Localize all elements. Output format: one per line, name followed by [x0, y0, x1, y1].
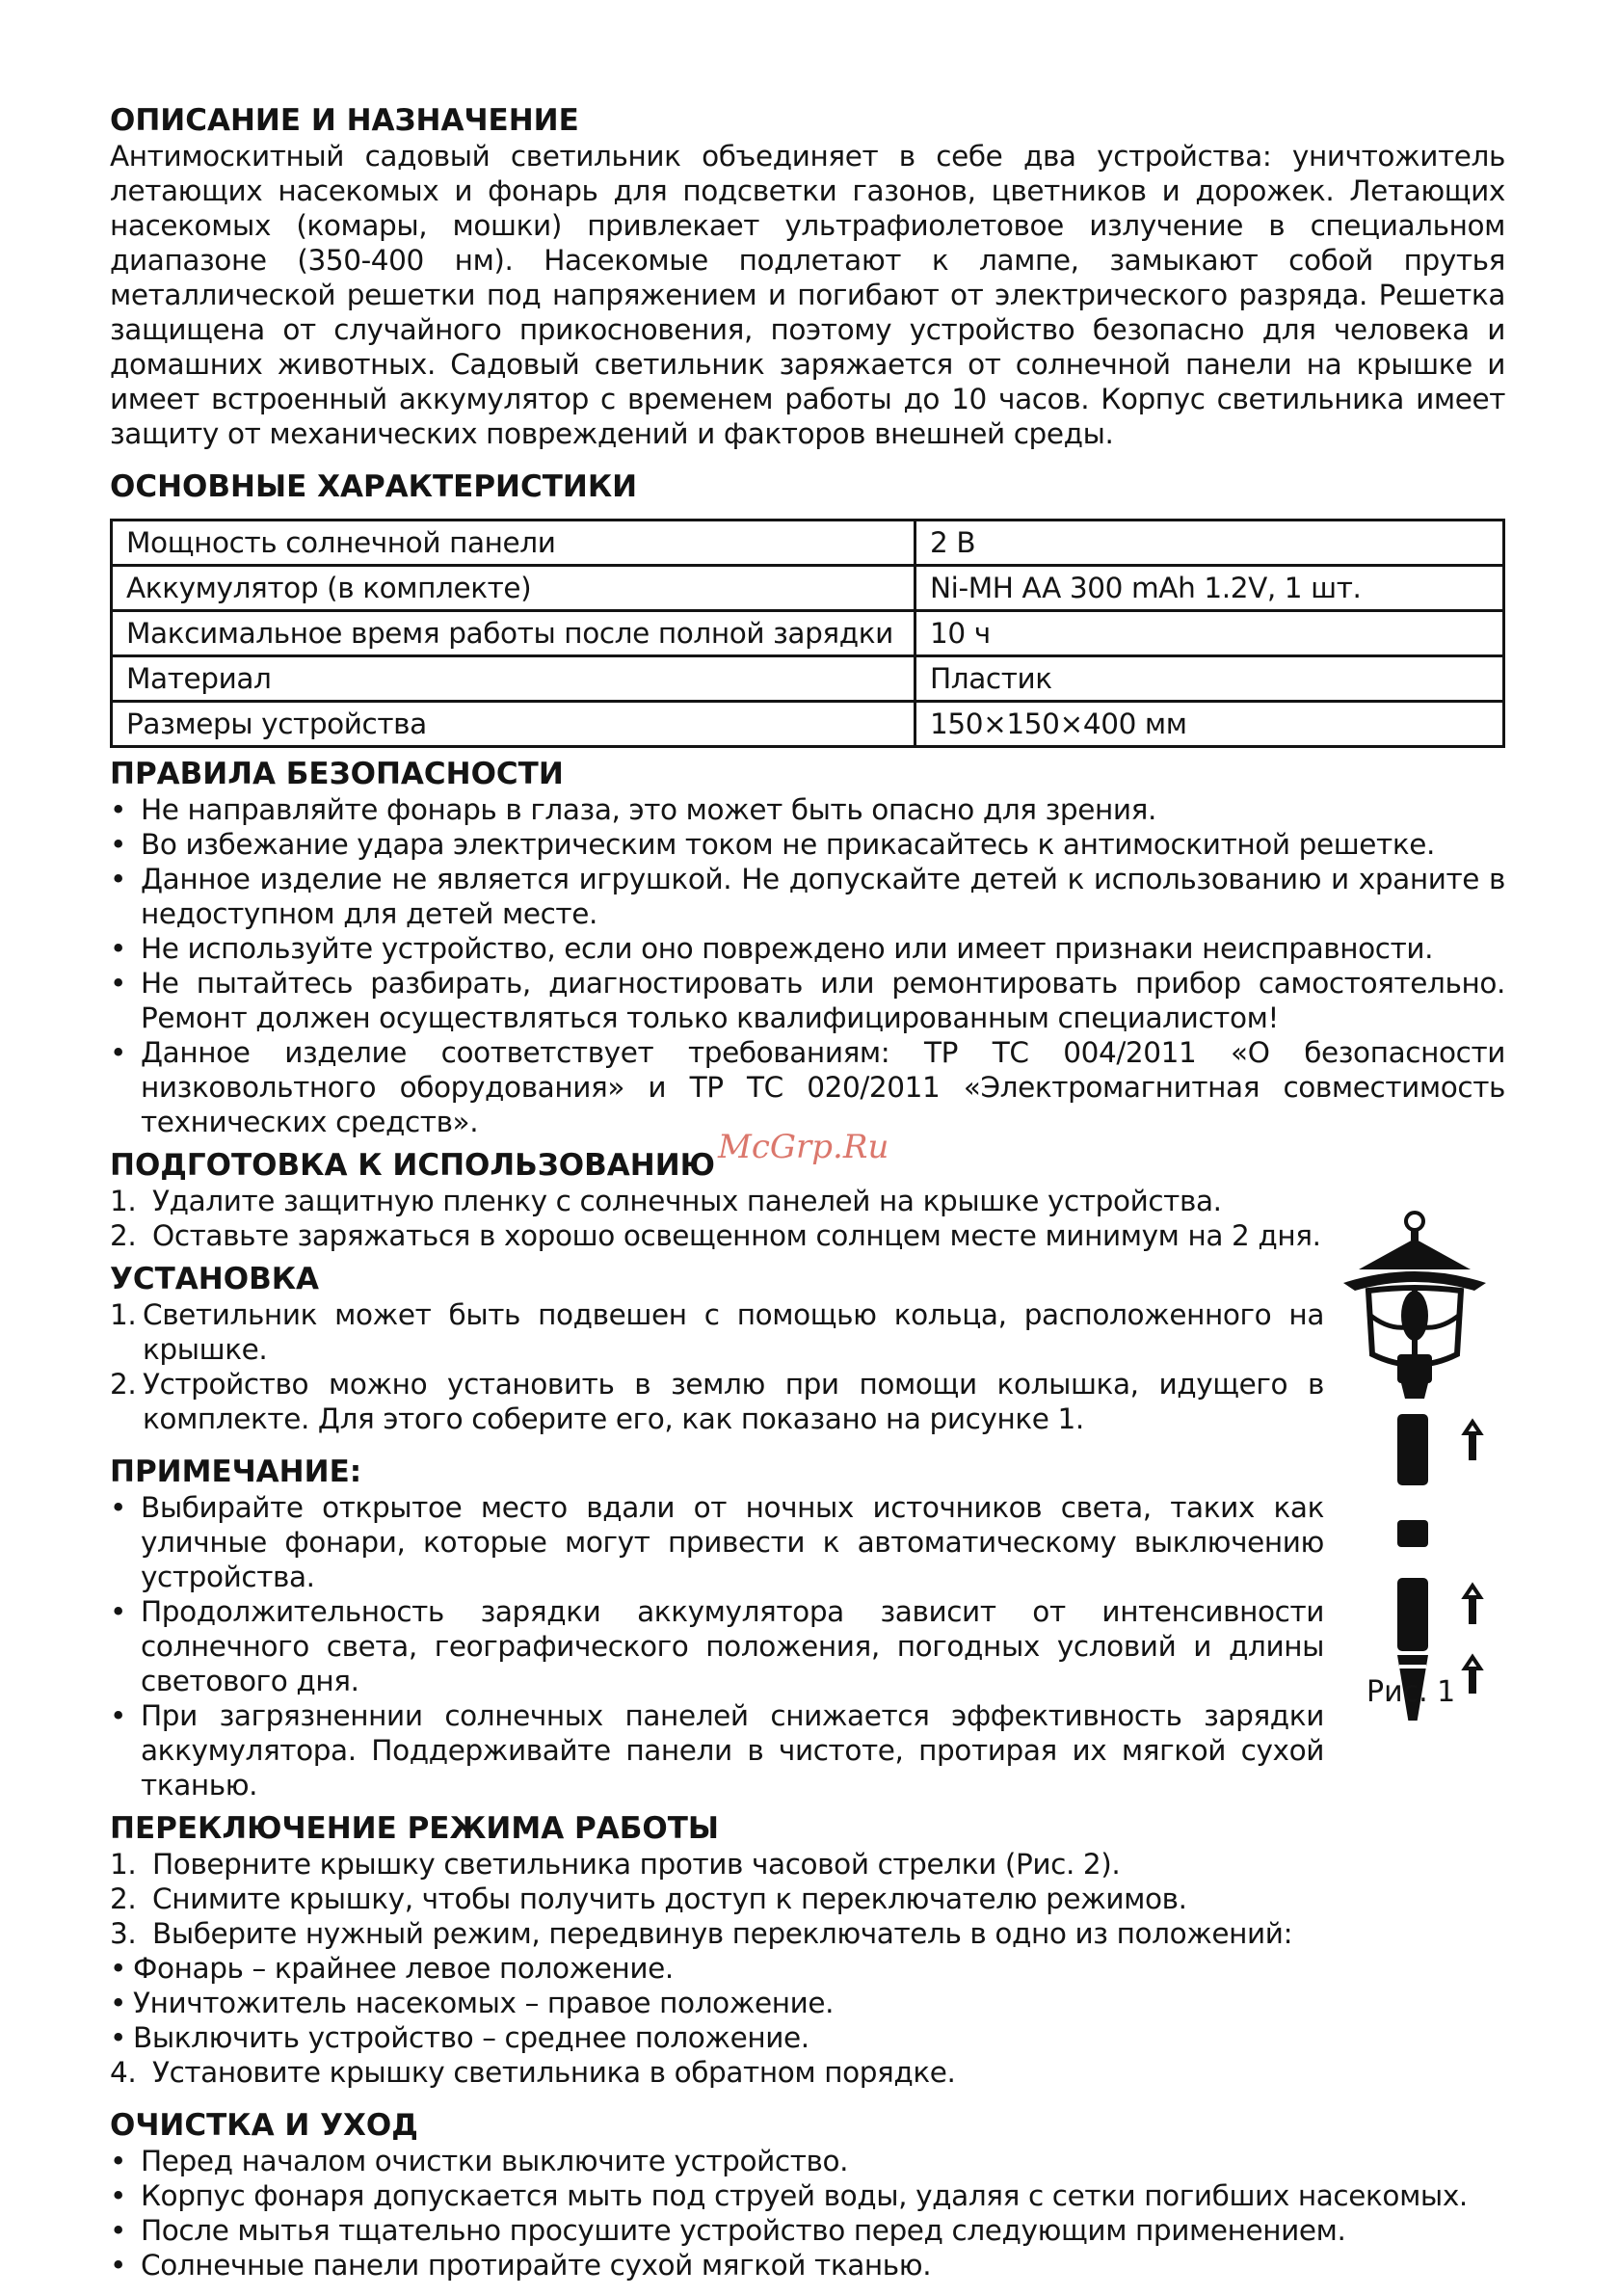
list-item: 2. Снимите крышку, чтобы получить доступ к переключателю режимов. [110, 1882, 1187, 1915]
list-item: • Перед началом очистки выключите устройство. [110, 2145, 849, 2177]
note-title: ПРИМЕЧАНИЕ: [110, 1455, 362, 1489]
list-item: 1. Поверните крышку светильника против часовой стрелки (Рис. 2). [110, 1848, 1121, 1881]
spec-key: Аккумулятор (в комплекте) [112, 566, 915, 611]
description-title: ОПИСАНИЕ И НАЗНАЧЕНИЕ [110, 103, 579, 138]
list-item: • Продолжительность зарядки аккумулятора зависит от интенсивности солнечного света, географического положения, погодных условий и длины светового дня. [110, 1595, 1324, 1697]
list-item: 3. Выберите нужный режим, передвинув переключатель в одно из положений: [110, 1917, 1293, 1950]
spec-value: 10 ч [915, 611, 1504, 656]
mode-switch-title: ПЕРЕКЛЮЧЕНИЕ РЕЖИМА РАБОТЫ [110, 1811, 719, 1846]
safety-list [110, 792, 1505, 1139]
spec-value: 150×150×400 мм [915, 702, 1504, 747]
list-item: 1. Светильник может быть подвешен с помощью кольца, расположенного на крышке. [110, 1298, 1324, 1366]
list-item: • Выключить устройство – среднее положение. [110, 2021, 809, 2054]
spec-key: Мощность солнечной панели [112, 521, 915, 566]
preparation-title: ПОДГОТОВКА К ИСПОЛЬЗОВАНИЮ [110, 1148, 716, 1183]
spec-value: Пластик [915, 656, 1504, 702]
safety-section [110, 756, 1505, 1139]
table-row [112, 656, 1504, 702]
specs-section [110, 468, 1505, 748]
table-row [112, 702, 1504, 747]
note-section [110, 1454, 1324, 1802]
table-row [112, 521, 1504, 566]
installation-section [110, 1261, 1324, 1436]
content [110, 102, 1505, 2283]
mode-switch-section [110, 1810, 1505, 2090]
cleaning-section [110, 2107, 1505, 2283]
spec-key: Максимальное время работы после полной зарядки [112, 611, 915, 656]
list-item: 2. Оставьте заряжаться в хорошо освещенном солнцем месте минимум на 2 дня. [110, 1219, 1321, 1252]
watermark: McGrp.Ru [718, 1128, 889, 1166]
installation-title: УСТАНОВКА [110, 1262, 320, 1296]
list-item: • Уничтожитель насекомых – правое положение. [110, 1987, 835, 2019]
lamp-head [1343, 1213, 1486, 1399]
mode-options-list [110, 1951, 1505, 2055]
list-item: • Не используйте устройство, если оно повреждено или имеет признаки неисправности. [110, 932, 1434, 965]
table-row [112, 566, 1504, 611]
arrow-up-icon [1465, 1422, 1480, 1692]
preparation-list [110, 1184, 1505, 1253]
spec-value: 2 В [915, 521, 1504, 566]
list-item: 1. Удалите защитную пленку с солнечных панелей на крышке устройства. [110, 1185, 1222, 1217]
list-item: • Корпус фонаря допускается мыть под струей воды, удаляя с сетки погибших насекомых. [110, 2179, 1468, 2212]
specs-table [110, 519, 1505, 748]
list-item: 4. Установите крышку светильника в обратном порядке. [110, 2056, 956, 2089]
list-item: • Данное изделие соответствует требованиям: ТР ТС 004/2011 «О безопасности низковольтного оборудования» и ТР ТС 020/2011 «Электромагнитная совместимость технических средств». [110, 1036, 1505, 1138]
specs-title: ОСНОВНЫЕ ХАРАКТЕРИСТИКИ [110, 469, 638, 504]
spec-key: Размеры устройства [112, 702, 915, 747]
list-item: • Фонарь – крайнее левое положение. [110, 1952, 674, 1985]
lamp-assembly-figure [1339, 1210, 1513, 1721]
cleaning-list [110, 2144, 1505, 2283]
list-item: • Не пытайтесь разбирать, диагностировать или ремонтировать прибор самостоятельно. Ремонт должен осуществляться только квалифицированным специалистом! [110, 967, 1505, 1034]
mode-switch-list-end [110, 2055, 1505, 2090]
description-text: Антимоскитный садовый светильник объединяет в себе два устройства: уничтожитель летающих насекомых и фонарь для подсветки газонов, цветников и дорожек. Летающих насекомых (комары, мошки) привлекает ультрафиолетовое излучение в специальном диапазоне (350-400 нм). Насекомые подлетают к лампе, замыкают собой прутья металлической решетки под напряжением и погибают от электрического разряда. Решетка защищена от случайного прикосновения, поэтому устройство безопасно для человека и домашних животных. Садовый светильник заряжается от солнечной панели на крышке и имеет встроенный аккумулятор с временем работы до 10 часов. Корпус светильника имеет защиту от механических повреждений и факторов внешней среды. [110, 140, 1505, 450]
installation-list [110, 1297, 1324, 1436]
spec-value: Ni-MH AA 300 mAh 1.2V, 1 шт. [915, 566, 1504, 611]
list-item: • Выбирайте открытое место вдали от ночных источников света, таких как уличные фонари, которые могут привести к автоматическому выключению устройства. [110, 1491, 1324, 1593]
mode-switch-list [110, 1847, 1505, 1951]
list-item: • Данное изделие не является игрушкой. Не допускайте детей к использованию и храните в недоступном для детей месте. [110, 863, 1505, 930]
list-item: • Во избежание удара электрическим током не прикасайтесь к антимоскитной решетке. [110, 828, 1435, 861]
list-item: • При загрязненнии солнечных панелей снижается эффективность зарядки аккумулятора. Поддерживайте панели в чистоте, протирая их мягкой сухой тканью. [110, 1699, 1324, 1802]
safety-title: ПРАВИЛА БЕЗОПАСНОСТИ [110, 757, 564, 791]
cleaning-title: ОЧИСТКА И УХОД [110, 2108, 418, 2143]
note-list [110, 1490, 1324, 1802]
list-item: 2. Устройство можно установить в землю при помощи колышка, идущего в комплекте. Для этого соберите его, как показано на рисунке 1. [110, 1368, 1324, 1435]
list-item: • После мытья тщательно просушите устройство перед следующим применением. [110, 2214, 1346, 2247]
list-item: • Солнечные панели протирайте сухой мягкой тканью. [110, 2249, 932, 2282]
figure-caption: Рис. 1 [1366, 1675, 1456, 1709]
table-row [112, 611, 1504, 656]
list-item: • Не направляйте фонарь в глаза, это может быть опасно для зрения. [110, 793, 1156, 826]
spec-key: Материал [112, 656, 915, 702]
description-section [110, 102, 1505, 451]
